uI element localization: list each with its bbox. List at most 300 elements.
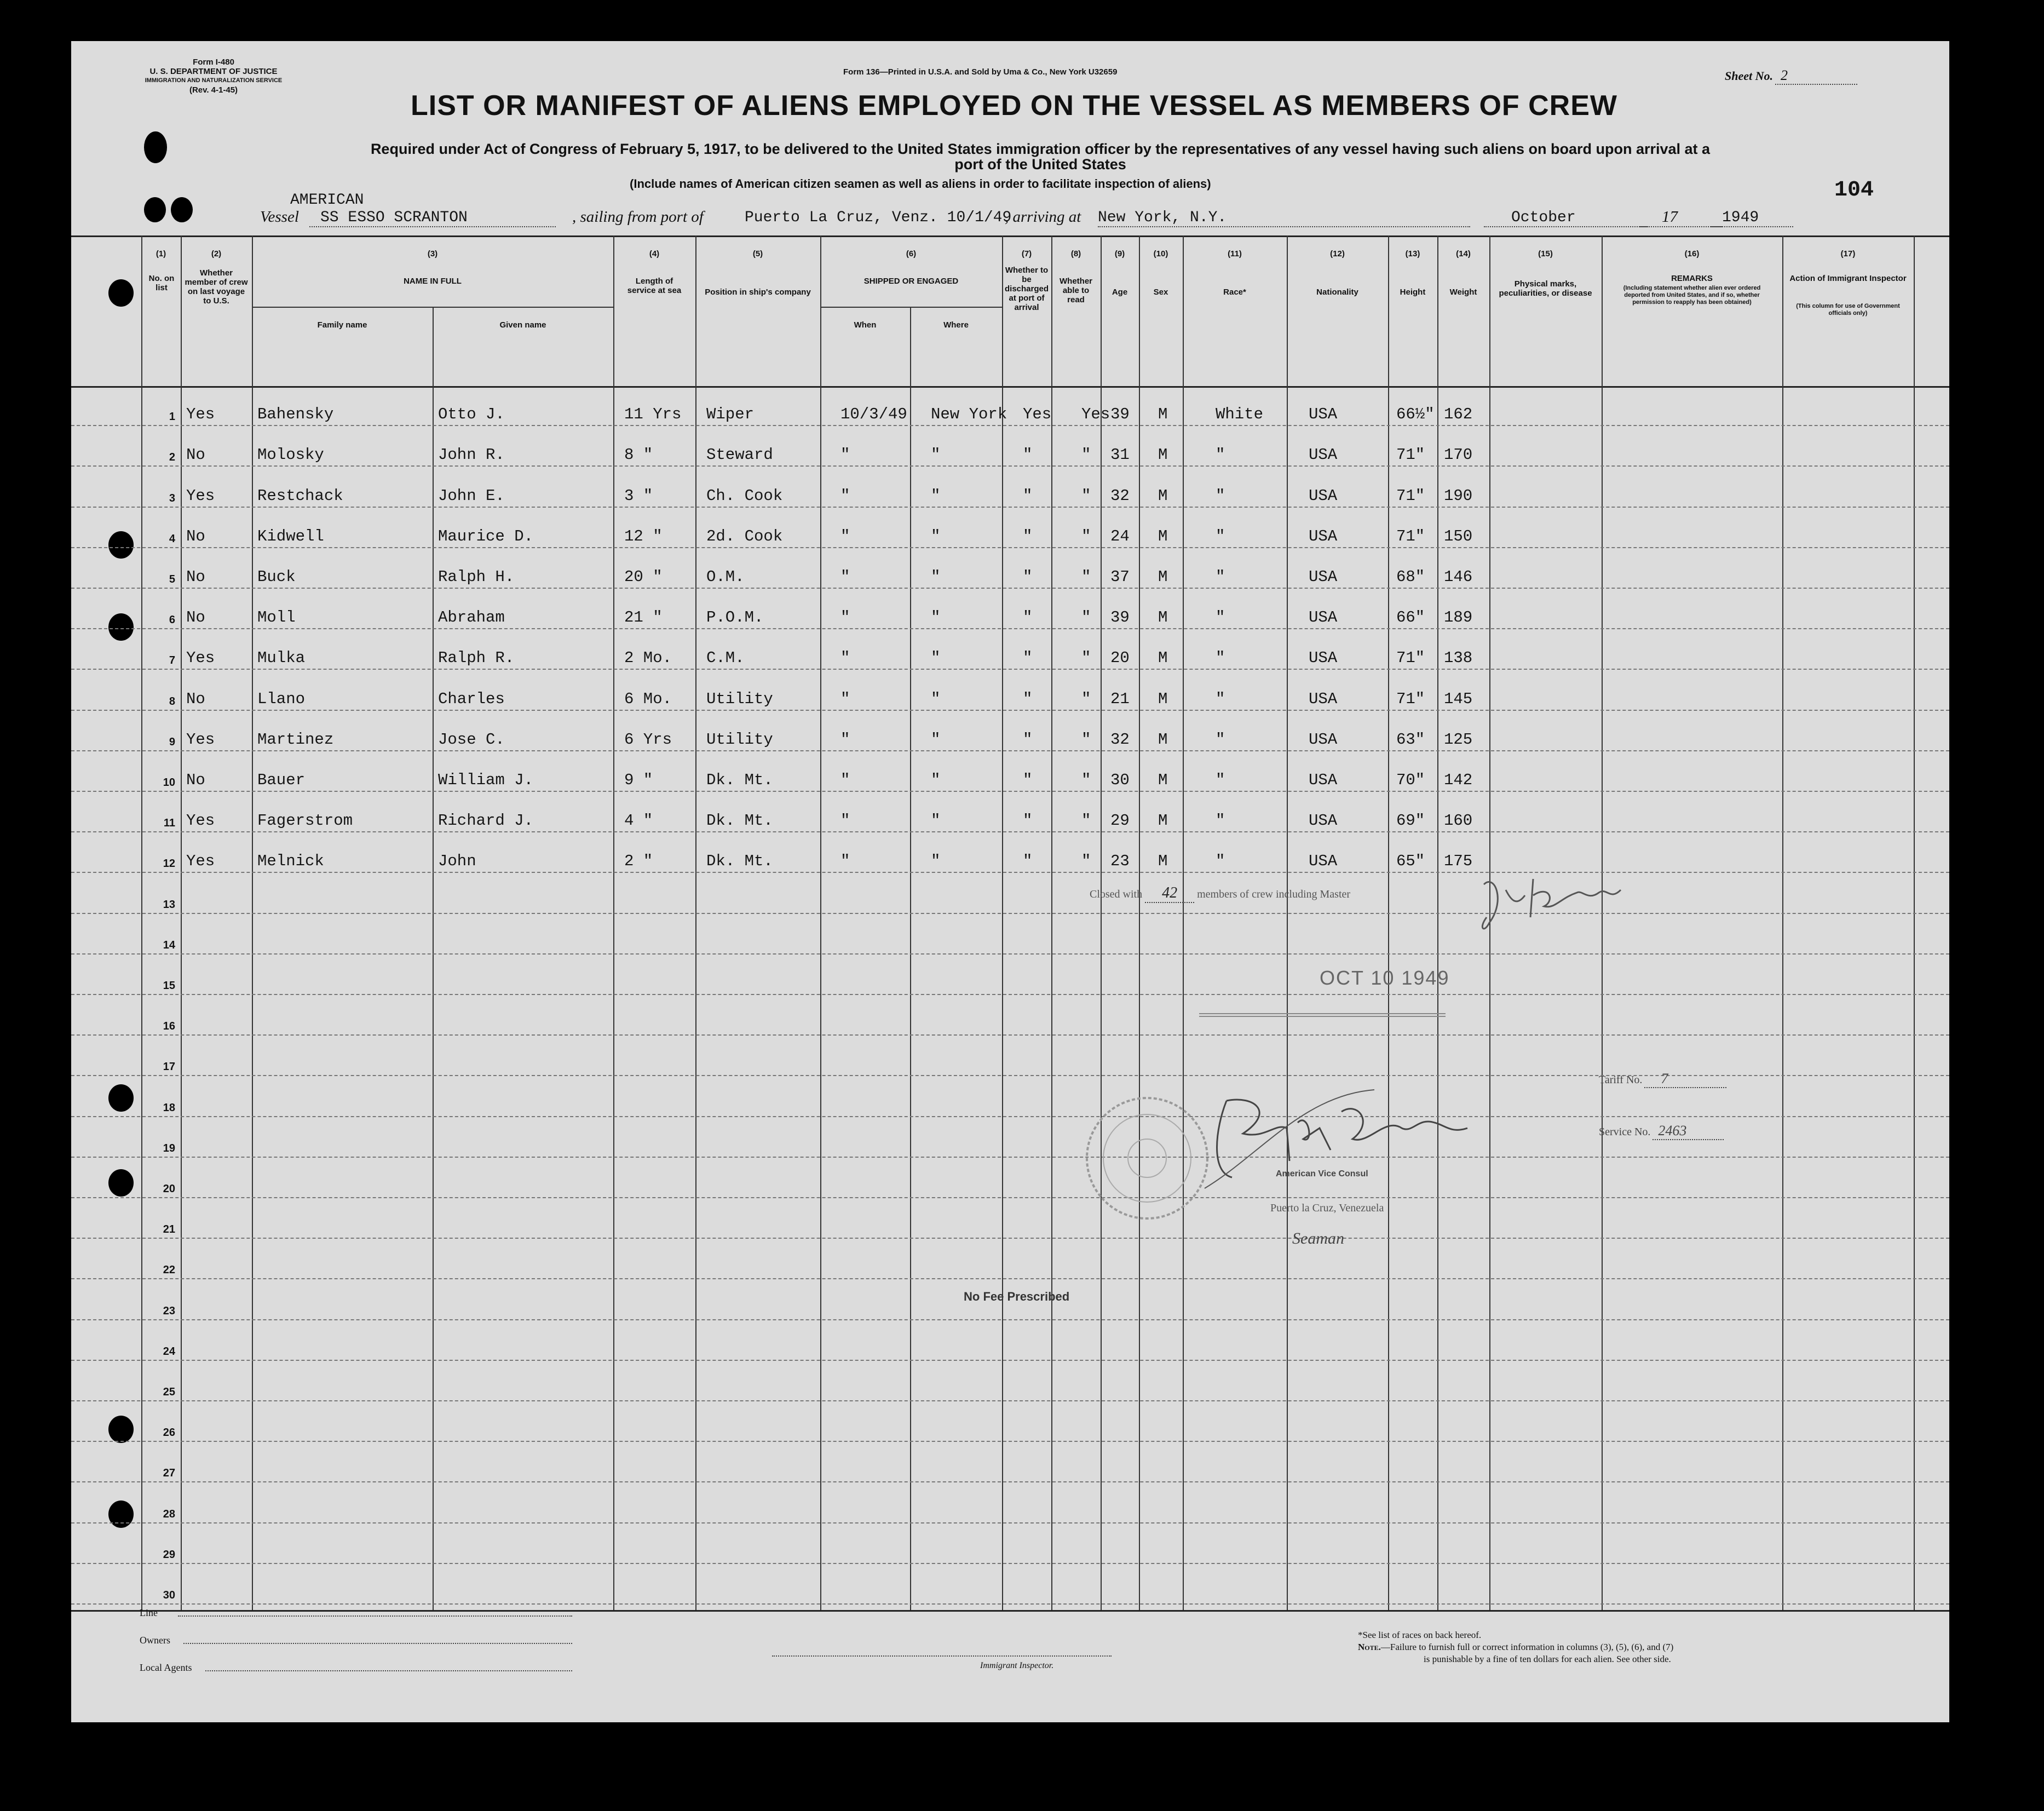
inspector-label: Immigrant Inspector. (980, 1661, 1054, 1670)
line-field (178, 1615, 572, 1617)
shipped-when-cell: " (840, 486, 850, 505)
row-rule (71, 1278, 1949, 1279)
row-number: 10 (163, 777, 175, 789)
arriving-label: , arriving at (1005, 208, 1081, 226)
header-inspector-action: Action of Immigrant Inspector (1789, 274, 1907, 283)
column-number: (10) (1153, 249, 1168, 258)
shipped-where-cell: " (931, 608, 941, 627)
family-name-cell: Bauer (257, 771, 306, 789)
row-number: 29 (163, 1548, 175, 1561)
row-number: 21 (163, 1223, 175, 1236)
row-number: 4 (169, 532, 175, 545)
shipped-when-cell: " (840, 527, 850, 545)
row-number: 19 (163, 1142, 175, 1154)
shipped-when-cell: " (840, 852, 850, 871)
row-rule (71, 913, 1949, 914)
requirement-line: Required under Act of Congress of February 5, 1917, to be delivered to the United States immigration officer by the representatives of any vessel having such aliens on board upon arrival at a (370, 141, 1711, 157)
given-name-cell: John (438, 852, 476, 871)
punch-hole (171, 197, 193, 222)
age-cell: 21 (1110, 689, 1130, 708)
age-cell: 39 (1110, 608, 1130, 627)
service-cell: 2 Mo. (624, 649, 672, 668)
agents-field (205, 1670, 572, 1671)
read-cell: " (1081, 689, 1091, 708)
weight-cell: 190 (1444, 486, 1473, 505)
column-number: (6) (906, 249, 917, 258)
form-number: Form I-480 (193, 58, 234, 67)
height-cell: 71" (1396, 689, 1425, 708)
requirement-line-2: port of the United States (954, 156, 1126, 173)
sex-cell: M (1158, 608, 1168, 627)
weight-cell: 150 (1444, 527, 1473, 545)
row-number: 8 (169, 695, 175, 708)
row-number: 28 (163, 1508, 175, 1520)
header-physical-marks: Physical marks, peculiarities, or disease (1499, 279, 1592, 298)
header-age: Age (1112, 288, 1128, 297)
vessel-label: Vessel (260, 208, 299, 226)
row-number: 6 (169, 614, 175, 626)
service-cell: 4 " (624, 812, 653, 830)
given-name-cell: Abraham (438, 608, 505, 627)
service-cell: 6 Yrs (624, 730, 672, 749)
race-cell: " (1216, 649, 1225, 668)
header-remarks: REMARKS (1671, 274, 1713, 283)
row-number: 16 (163, 1020, 175, 1033)
header-remarks-note: (Including statement whether alien ever ordered deported from United States, and if so, whether permission to reapply has been obtained) (1623, 285, 1761, 306)
discharged-cell: " (1023, 608, 1033, 627)
read-cell: " (1081, 649, 1091, 668)
height-cell: 68" (1396, 568, 1425, 586)
shipped-where-cell: " (931, 689, 941, 708)
family-name-cell: Kidwell (257, 527, 324, 545)
family-name-cell: Melnick (257, 852, 324, 871)
closed-count: 42 (1145, 884, 1194, 903)
weight-cell: 170 (1444, 446, 1473, 464)
race-cell: " (1216, 568, 1225, 586)
shipped-where-cell: New York (931, 405, 1007, 424)
nationality-cell: USA (1309, 730, 1338, 749)
age-cell: 39 (1110, 405, 1130, 424)
row-number: 24 (163, 1345, 175, 1358)
owners-label: Owners (140, 1635, 170, 1646)
age-cell: 31 (1110, 446, 1130, 464)
shipped-when-cell: " (840, 689, 850, 708)
race-cell: " (1216, 608, 1225, 627)
read-cell: " (1081, 608, 1091, 627)
position-cell: 2d. Cook (706, 527, 783, 545)
column-number: (8) (1070, 249, 1081, 258)
inspector-signature-line (772, 1655, 1112, 1657)
arrival-month: October (1484, 209, 1648, 227)
shipped-where-cell: " (931, 568, 941, 586)
height-cell: 70" (1396, 771, 1425, 789)
nationality-cell: USA (1309, 852, 1338, 871)
weight-cell: 125 (1444, 730, 1473, 749)
position-cell: Ch. Cook (706, 486, 783, 505)
row-number: 12 (163, 858, 175, 870)
family-name-cell: Bahensky (257, 405, 334, 424)
header-inspector-note: (This column for use of Government officials only) (1796, 303, 1900, 317)
from-port: Puerto La Cruz, Venz. 10/1/49 (745, 209, 1012, 226)
service-cell: 20 " (624, 568, 663, 586)
row-rule (71, 669, 1949, 670)
header-height: Height (1400, 288, 1426, 297)
given-name-cell: Ralph R. (438, 649, 515, 668)
service-cell: 8 " (624, 446, 653, 464)
header-where: Where (943, 320, 969, 330)
header-position: Position in ship's company (705, 288, 811, 297)
shipped-where-cell: " (931, 730, 941, 749)
sex-cell: M (1158, 730, 1168, 749)
height-cell: 66½" (1396, 405, 1435, 424)
header-last-voyage: Whether member of crew on last voyage to U.S. (185, 268, 248, 306)
nationality-cell: USA (1309, 527, 1338, 545)
age-cell: 20 (1110, 649, 1130, 668)
inspector-signature (1473, 868, 1632, 945)
weight-cell: 160 (1444, 812, 1473, 830)
service-cell: 9 " (624, 771, 653, 789)
column-number: (9) (1114, 249, 1125, 258)
no-voyage-cell: No (186, 771, 205, 789)
row-number: 5 (169, 573, 175, 585)
weight-cell: 162 (1444, 405, 1473, 424)
no-voyage-cell: Yes (186, 486, 215, 505)
read-cell: " (1081, 771, 1091, 789)
consul-place: Puerto la Cruz, Venezuela (1270, 1202, 1384, 1214)
race-cell: " (1216, 852, 1225, 871)
note-text-2: is punishable by a fine of ten dollars for each alien. See other side. (1424, 1654, 1671, 1664)
header-given-name: Given name (499, 320, 546, 330)
shipped-where-cell: " (931, 852, 941, 871)
sailing-label: , sailing from port of (572, 208, 704, 226)
race-cell: White (1216, 405, 1264, 424)
column-number: (15) (1538, 249, 1553, 258)
row-number: 1 (169, 411, 175, 423)
department: U. S. DEPARTMENT OF JUSTICE (149, 67, 278, 76)
row-number: 22 (163, 1264, 175, 1277)
height-cell: 71" (1396, 486, 1425, 505)
given-name-cell: John R. (438, 446, 505, 464)
line-label: Line (140, 1607, 158, 1618)
given-name-cell: Jose C. (438, 730, 505, 749)
service-cell: 6 Mo. (624, 689, 672, 708)
row-rule (71, 1522, 1949, 1523)
consul-signature (1194, 1079, 1478, 1199)
family-name-cell: Molosky (257, 446, 324, 464)
column-number: (16) (1684, 249, 1700, 258)
vessel-name: SS ESSO SCRANTON (309, 209, 556, 227)
position-cell: Dk. Mt. (706, 852, 773, 871)
weight-cell: 138 (1444, 649, 1473, 668)
family-name-cell: Restchack (257, 486, 343, 505)
sex-cell: M (1158, 771, 1168, 789)
family-name-cell: Mulka (257, 649, 306, 668)
column-number: (2) (211, 249, 222, 258)
race-cell: " (1216, 689, 1225, 708)
position-cell: Steward (706, 446, 773, 464)
header-when: When (854, 320, 877, 330)
discharged-cell: " (1023, 446, 1033, 464)
shipped-when-cell: " (840, 649, 850, 668)
row-number: 15 (163, 980, 175, 992)
sex-cell: M (1158, 446, 1168, 464)
age-cell: 29 (1110, 812, 1130, 830)
discharged-cell: Yes (1023, 405, 1052, 424)
shipped-where-cell: " (931, 527, 941, 545)
read-cell: " (1081, 568, 1091, 586)
no-voyage-cell: Yes (186, 730, 215, 749)
discharged-cell: " (1023, 689, 1033, 708)
column-number: (14) (1456, 249, 1471, 258)
shipped-when-cell: 10/3/49 (840, 405, 907, 424)
sex-cell: M (1158, 486, 1168, 505)
row-rule (71, 1481, 1949, 1482)
closed-prefix: Closed with (1090, 888, 1143, 900)
row-number: 18 (163, 1101, 175, 1114)
no-voyage-cell: No (186, 527, 205, 545)
service-number-value: 2463 (1653, 1123, 1724, 1140)
weight-cell: 175 (1444, 852, 1473, 871)
sex-cell: M (1158, 649, 1168, 668)
row-number: 30 (163, 1589, 175, 1601)
position-cell: Utility (706, 730, 773, 749)
sheet-label: Sheet No. (1725, 69, 1773, 83)
closed-suffix: members of crew including Master (1197, 888, 1351, 900)
discharged-cell: " (1023, 527, 1033, 545)
shipped-when-cell: " (840, 568, 850, 586)
row-rule (71, 710, 1949, 711)
printer-note: Form 136—Printed in U.S.A. and Sold by Uma & Co., New York U32659 (843, 67, 1118, 77)
row-rule (71, 465, 1949, 467)
race-cell: " (1216, 486, 1225, 505)
read-cell: " (1081, 812, 1091, 830)
family-name-cell: Fagerstrom (257, 812, 353, 830)
arrival-day: 17 (1640, 208, 1722, 227)
height-cell: 69" (1396, 812, 1425, 830)
column-number: (7) (1021, 249, 1032, 258)
shipped-when-cell: " (840, 608, 850, 627)
given-name-cell: Ralph H. (438, 568, 515, 586)
vessel-flag: AMERICAN (290, 192, 364, 209)
date-stamp: OCT 10 1949 (1320, 967, 1450, 989)
service-cell: 12 " (624, 527, 663, 545)
read-cell: " (1081, 486, 1091, 505)
row-number: 11 (163, 817, 175, 830)
position-cell: Dk. Mt. (706, 812, 773, 830)
shipped-where-cell: " (931, 812, 941, 830)
discharged-cell: " (1023, 812, 1033, 830)
form-title: LIST OR MANIFEST OF ALIENS EMPLOYED ON THE VESSEL AS MEMBERS OF CREW (411, 90, 1617, 122)
family-name-cell: Llano (257, 689, 306, 708)
weight-cell: 142 (1444, 771, 1473, 789)
row-number: 14 (163, 939, 175, 951)
race-cell: " (1216, 446, 1225, 464)
weight-cell: 146 (1444, 568, 1473, 586)
no-voyage-cell: Yes (186, 649, 215, 668)
discharged-cell: " (1023, 852, 1033, 871)
row-rule (71, 1603, 1949, 1605)
service-cell: 11 Yrs (624, 405, 682, 424)
arrival-year: 1949 (1711, 209, 1793, 227)
nationality-cell: USA (1309, 689, 1338, 708)
row-rule (71, 628, 1949, 629)
service-cell: 21 " (624, 608, 663, 627)
service-number-label: Service No. (1599, 1126, 1651, 1138)
age-cell: 23 (1110, 852, 1130, 871)
discharged-cell: " (1023, 486, 1033, 505)
discharged-cell: " (1023, 568, 1033, 586)
sex-cell: M (1158, 527, 1168, 545)
header-list-number: No. on list (148, 274, 175, 292)
nationality-cell: USA (1309, 608, 1338, 627)
family-name-cell: Buck (257, 568, 296, 586)
note-label: Note. (1358, 1642, 1381, 1652)
read-cell: " (1081, 852, 1091, 871)
shipped-where-cell: " (931, 486, 941, 505)
row-number: 13 (163, 898, 175, 911)
owners-field (183, 1643, 572, 1644)
punch-hole (144, 131, 167, 163)
row-number: 25 (163, 1386, 175, 1398)
to-port: New York, N.Y. (1098, 209, 1470, 227)
nationality-cell: USA (1309, 568, 1338, 586)
shipped-when-cell: " (840, 771, 850, 789)
row-number: 17 (163, 1061, 175, 1073)
discharged-cell: " (1023, 649, 1033, 668)
no-voyage-cell: No (186, 608, 205, 627)
row-number: 7 (169, 654, 175, 667)
shipped-when-cell: " (840, 730, 850, 749)
height-cell: 65" (1396, 852, 1425, 871)
crew-table (71, 235, 1949, 1613)
no-voyage-cell: No (186, 689, 205, 708)
row-rule (71, 1563, 1949, 1564)
service-cell: 2 " (624, 852, 653, 871)
nationality-cell: USA (1309, 812, 1338, 830)
header-discharged: Whether to be discharged at port of arrival (1004, 266, 1049, 312)
row-rule (71, 750, 1949, 751)
header-able-to-read: Whether able to read (1060, 277, 1092, 304)
height-cell: 71" (1396, 446, 1425, 464)
read-cell: Yes (1081, 405, 1110, 424)
row-rule (71, 425, 1949, 426)
position-cell: Dk. Mt. (706, 771, 773, 789)
page-code: 104 (1834, 178, 1874, 203)
race-cell: " (1216, 527, 1225, 545)
column-number: (5) (752, 249, 763, 258)
read-cell: " (1081, 527, 1091, 545)
no-voyage-cell: Yes (186, 405, 215, 424)
column-number: (13) (1405, 249, 1420, 258)
row-rule (71, 1116, 1949, 1117)
consul-title: American Vice Consul (1276, 1169, 1368, 1178)
row-rule (71, 507, 1949, 508)
given-name-cell: Charles (438, 689, 505, 708)
header-shipped-engaged: SHIPPED OR ENGAGED (863, 277, 959, 286)
row-rule (71, 953, 1949, 955)
shipped-when-cell: " (840, 812, 850, 830)
given-name-cell: William J. (438, 771, 534, 789)
header-length-of-service: Length of service at sea (627, 277, 682, 295)
race-cell: " (1216, 771, 1225, 789)
weight-cell: 145 (1444, 689, 1473, 708)
nationality-cell: USA (1309, 649, 1338, 668)
no-voyage-cell: Yes (186, 852, 215, 871)
service-name: IMMIGRATION AND NATURALIZATION SERVICE (145, 77, 283, 84)
height-cell: 63" (1396, 730, 1425, 749)
header-weight: Weight (1449, 288, 1477, 297)
agents-label: Local Agents (140, 1662, 192, 1673)
row-rule (71, 1441, 1949, 1442)
form-revision: (Rev. 4-1-45) (189, 85, 238, 95)
position-cell: P.O.M. (706, 608, 764, 627)
position-cell: O.M. (706, 568, 745, 586)
race-cell: " (1216, 730, 1225, 749)
row-rule (71, 1400, 1949, 1401)
given-name-cell: Maurice D. (438, 527, 534, 545)
tariff-value: 7 (1644, 1071, 1726, 1088)
height-cell: 66" (1396, 608, 1425, 627)
row-number: 23 (163, 1304, 175, 1317)
column-number: (17) (1840, 249, 1856, 258)
position-cell: Utility (706, 689, 773, 708)
family-name-cell: Martinez (257, 730, 334, 749)
row-rule (71, 872, 1949, 873)
row-rule (71, 1319, 1949, 1320)
sex-cell: M (1158, 568, 1168, 586)
row-rule (71, 791, 1949, 792)
service-cell: 3 " (624, 486, 653, 505)
punch-hole (144, 197, 166, 222)
shipped-where-cell: " (931, 649, 941, 668)
sex-cell: M (1158, 812, 1168, 830)
row-rule (71, 1360, 1949, 1361)
row-rule (71, 588, 1949, 589)
column-number: (1) (156, 249, 166, 258)
row-rule (71, 994, 1949, 995)
header-nationality: Nationality (1316, 288, 1358, 297)
manifest-sheet (71, 41, 1949, 1722)
nationality-cell: USA (1309, 446, 1338, 464)
header-race: Race* (1223, 288, 1246, 297)
no-fee-stamp: No Fee Prescribed (964, 1290, 1070, 1303)
shipped-where-cell: " (931, 446, 941, 464)
given-name-cell: Otto J. (438, 405, 505, 424)
service-type: Seaman (1292, 1229, 1344, 1247)
discharged-cell: " (1023, 730, 1033, 749)
row-rule (71, 1157, 1949, 1158)
row-number: 20 (163, 1183, 175, 1195)
sex-cell: M (1158, 689, 1168, 708)
column-number: (12) (1330, 249, 1345, 258)
nationality-cell: USA (1309, 486, 1338, 505)
row-number: 3 (169, 492, 175, 504)
no-voyage-cell: Yes (186, 812, 215, 830)
sex-cell: M (1158, 405, 1168, 424)
position-cell: C.M. (706, 649, 745, 668)
age-cell: 24 (1110, 527, 1130, 545)
read-cell: " (1081, 446, 1091, 464)
row-rule (71, 831, 1949, 832)
row-number: 9 (169, 735, 175, 748)
race-cell: " (1216, 812, 1225, 830)
row-rule (71, 1197, 1949, 1198)
given-name-cell: John E. (438, 486, 505, 505)
column-number: (4) (649, 249, 660, 258)
row-rule (71, 1238, 1949, 1239)
sheet-number: 2 (1775, 67, 1857, 85)
shipped-when-cell: " (840, 446, 850, 464)
